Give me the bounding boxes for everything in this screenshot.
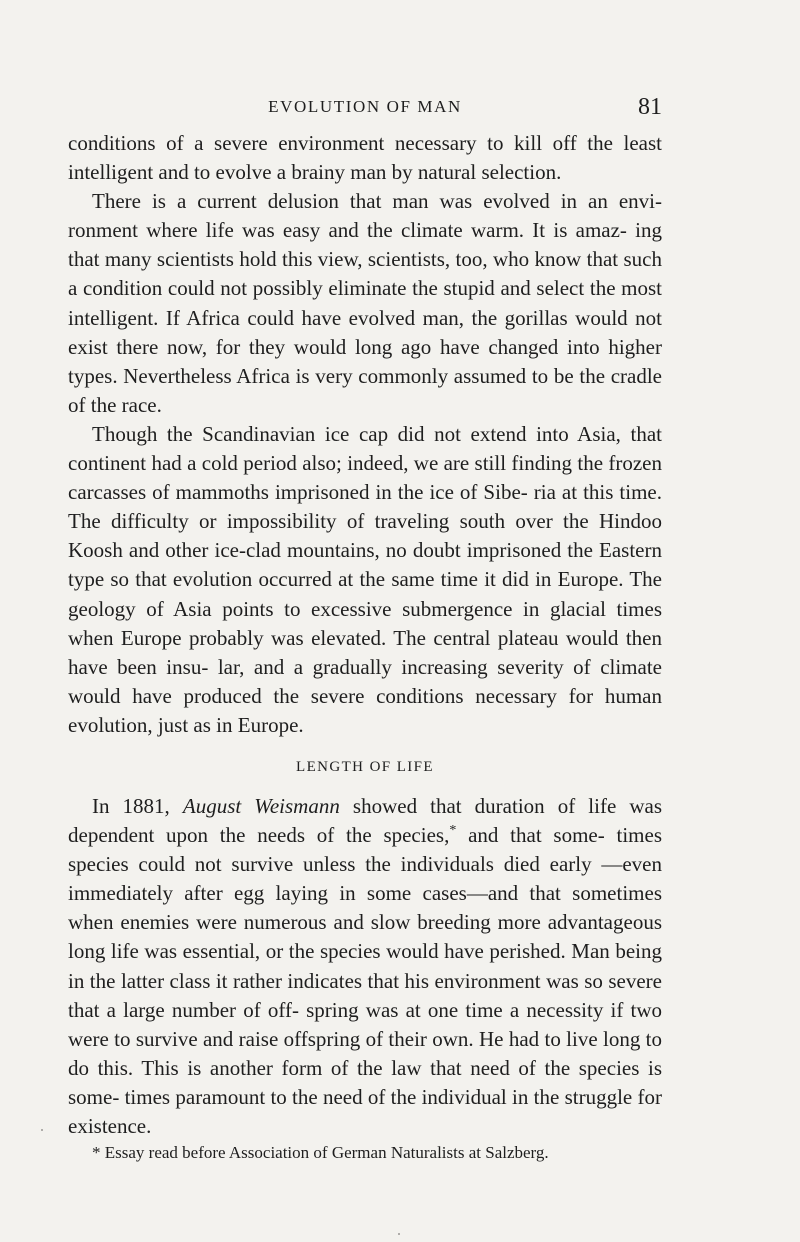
- paragraph-africa: There is a current delusion that man was evolved in an envi- ronment where life was easy and the climate warm. It is amaz- ing that many scientists hold this view, scientists, too, who know that such a condition could not possibly eliminate the stupid and select the most intelligent. If Africa could have evolved man, the gorillas would not exist there now, for they would long ago have changed into higher types. Nevertheless Africa is very commonly assumed to be the cradle of the race.: [68, 189, 662, 417]
- paper-speck: [41, 1129, 43, 1131]
- footnote-marker: *: [449, 823, 457, 839]
- paper-speck: [398, 1233, 400, 1235]
- author-name: August Weismann: [182, 793, 340, 818]
- paragraph-lead: In 1881,: [92, 793, 170, 818]
- running-head: [68, 92, 662, 122]
- running-title: EVOLUTION OF MAN: [268, 97, 462, 116]
- paragraph-continuation: conditions of a severe environment necessary to kill off the least intelligent and to evolve a brainy man by natural selection.: [68, 131, 662, 185]
- paragraph-length-of-life: [68, 792, 662, 1141]
- paragraph-middle: showed that duration of life was dependent upon the needs of the species,: [68, 793, 662, 848]
- section-heading: LENGTH OF LIFE: [296, 758, 434, 775]
- paragraph-rest: and that some- times species could not survive unless the individuals died early —even immediately after egg laying in some cases—and that sometimes when enemies were numerous and slow breeding more advantageous long life was essential, or the species would have perished. Man being in the latter class it rather indicates that his environment was so severe that a large number of off- spring was at one time a necessity if two were to survive and raise offspring of their own. He had to live long to do this. This is another form of the law that need of the species is some- times paramount to the need of the individual in the struggle for existence.: [68, 823, 663, 1138]
- page-number: 81: [638, 94, 662, 120]
- footnote: * Essay read before Association of German Naturalists at Salzberg.: [92, 1143, 549, 1163]
- paragraph-asia: Though the Scandinavian ice cap did not extend into Asia, that continent had a cold period also; indeed, we are still finding the frozen carcasses of mammoths imprisoned in the ice of Sibe- ria at this time. The difficulty or impossibility of traveling south over the Hindoo Koosh and other ice-clad mountains, no doubt imprisoned the Eastern type so that evolution occurred at the same time it did in Europe. The geology of Asia points to excessive submergence in glacial times when Europe probably was elevated. The central plateau would then have been insu- lar, and a gradually increasing severity of climate would have produced the severe conditions necessary for human evolution, just as in Europe.: [68, 421, 662, 737]
- body-text: [68, 129, 662, 1165]
